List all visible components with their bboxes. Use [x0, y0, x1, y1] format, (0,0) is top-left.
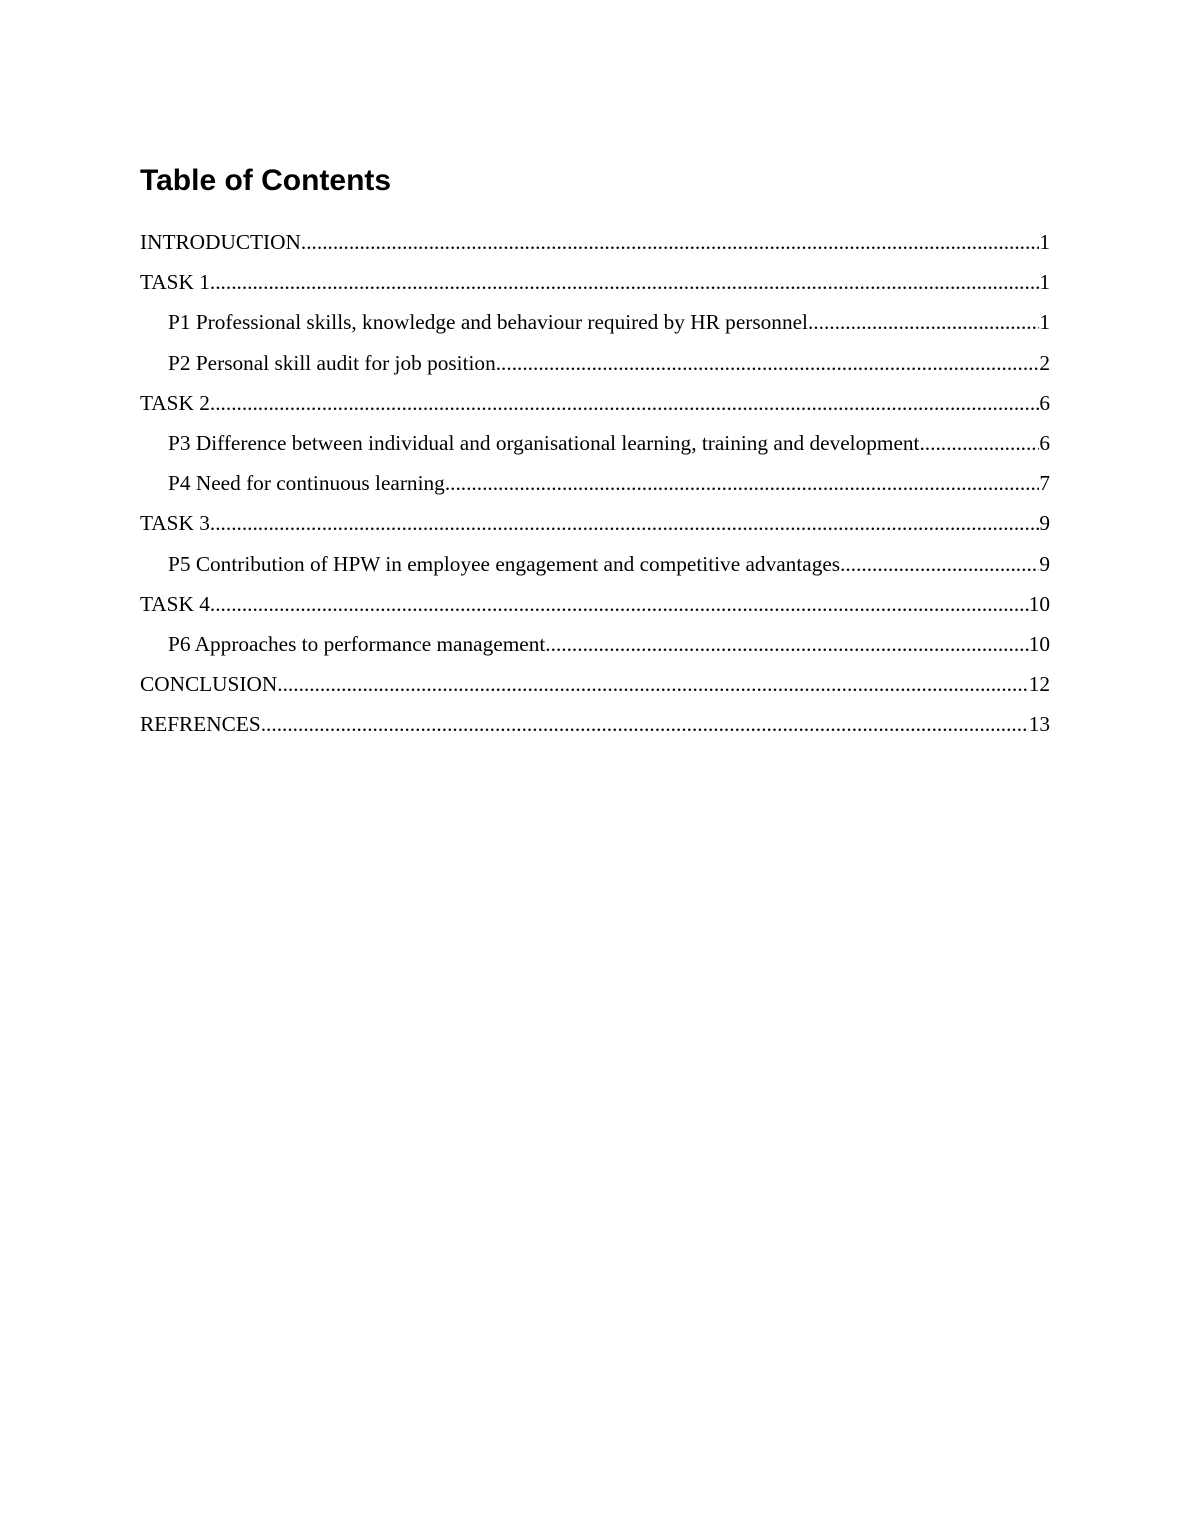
toc-page-number: 13 — [1028, 712, 1050, 737]
toc-dot-leader — [277, 670, 1028, 698]
toc-dot-leader — [261, 710, 1029, 738]
toc-dot-leader — [840, 550, 1039, 578]
toc-entry-label: P3 Difference between individual and organisational learning, training and development — [168, 430, 920, 455]
toc-dot-leader — [210, 389, 1039, 417]
toc-entry-label: P5 Contribution of HPW in employee engagement and competitive advantages — [168, 551, 841, 576]
toc-dot-leader — [808, 308, 1039, 336]
toc-dot-leader — [301, 228, 1039, 256]
toc-list — [140, 228, 1050, 750]
toc-page-number: 7 — [1039, 471, 1050, 496]
toc-entry-label: P2 Personal skill audit for job position — [168, 350, 496, 375]
toc-dot-leader — [496, 349, 1040, 377]
toc-page-number: 10 — [1028, 631, 1050, 656]
toc-entry-label: P1 Professional skills, knowledge and behaviour required by HR personnel — [168, 310, 808, 335]
toc-page-number: 9 — [1039, 551, 1050, 576]
toc-page-number: 1 — [1039, 310, 1050, 335]
toc-dot-leader — [445, 469, 1040, 497]
toc-entry-p4[interactable] — [140, 469, 1050, 509]
toc-entry-label: P4 Need for continuous learning — [168, 471, 445, 496]
toc-entry-label: REFRENCES — [140, 712, 261, 737]
toc-dot-leader — [210, 590, 1029, 618]
toc-entry-label: INTRODUCTION — [140, 230, 301, 254]
toc-entry-introduction[interactable] — [140, 228, 1050, 268]
toc-page-number: 2 — [1039, 350, 1050, 375]
toc-title: Table of Contents — [140, 164, 392, 197]
toc-dot-leader — [545, 630, 1028, 658]
toc-entry-p6[interactable] — [140, 630, 1050, 670]
toc-entry-conclusion[interactable] — [140, 670, 1050, 710]
toc-page-number: 9 — [1039, 511, 1050, 536]
toc-page-number: 6 — [1039, 430, 1050, 455]
toc-page-number: 10 — [1028, 591, 1050, 616]
toc-page-number: 6 — [1039, 390, 1050, 415]
toc-entry-label: P6 Approaches to performance management — [168, 631, 546, 656]
toc-entry-task-1[interactable] — [140, 268, 1050, 308]
toc-entry-p2[interactable] — [140, 349, 1050, 389]
toc-entry-task-4[interactable] — [140, 590, 1050, 630]
toc-page-number: 1 — [1039, 270, 1050, 295]
toc-dot-leader — [210, 509, 1039, 537]
toc-entry-p5[interactable] — [140, 550, 1050, 590]
toc-entry-label: TASK 3 — [140, 511, 210, 536]
toc-entry-references[interactable] — [140, 710, 1050, 750]
toc-entry-label: TASK 2 — [140, 390, 210, 415]
toc-entry-task-2[interactable] — [140, 389, 1050, 429]
toc-dot-leader — [919, 429, 1039, 457]
toc-dot-leader — [210, 268, 1039, 296]
toc-entry-task-3[interactable] — [140, 509, 1050, 549]
toc-entry-label: TASK 4 — [140, 591, 210, 616]
toc-entry-p3[interactable] — [140, 429, 1050, 469]
toc-entry-label: CONCLUSION — [140, 672, 278, 697]
toc-entry-p1[interactable] — [140, 308, 1050, 348]
toc-page-number: 12 — [1028, 672, 1050, 697]
toc-entry-label: TASK 1 — [140, 270, 210, 295]
toc-page-number: 1 — [1039, 230, 1050, 254]
